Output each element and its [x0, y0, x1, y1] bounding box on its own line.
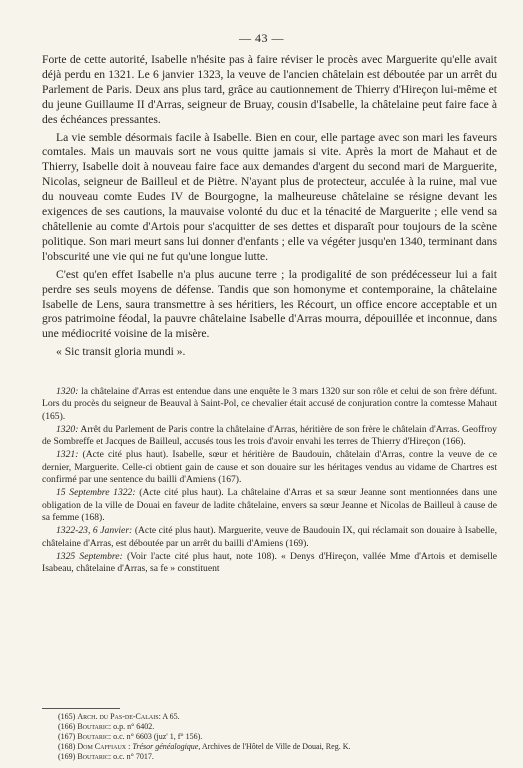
chronology-entry: [42, 487, 497, 524]
footnote-rest: : o.c. n° 7017.: [108, 752, 154, 762]
chronology-entry: [42, 386, 497, 423]
chronology-entry: [42, 424, 497, 449]
paragraph: Forte de cette autorité, Isabelle n'hésite pas à faire réviser le procès avec Marguerite qu'elle avait déjà perdu en 1321. Le 6 janvier 1323, la veuve de l'ancien châtelain est déboutée par un arrêt du Parlement de Paris. Deux ans plus tard, grâce au cautionnement de Thierry d'Hireçon lui-même et du jeune Guillaume II d'Arras, seigneur de Bruay, cousin d'Isabelle, la châtelaine peut faire face à des échéances pressantes.: [42, 53, 497, 126]
footnote-number: (167): [58, 732, 76, 742]
footnote-number: (168): [58, 742, 76, 752]
page-number: — 43 —: [239, 31, 284, 45]
entry-date: 1325 Septembre:: [56, 550, 123, 562]
footnote-rest: : o.c. n° 6603 (juz' 1, f° 156).: [108, 732, 203, 742]
footnote-rest: : A 65.: [158, 712, 180, 721]
footnote-author: Boutaric: [77, 752, 109, 762]
entry-text: Arrêt du Parlement de Paris contre la châtelaine d'Arras, héritière de son frère le châtelain d'Arras. Geoffroy de Sombreffe et Jacques de Bailleul, accusés tous les trois d'avoir envahi les terres de Thierry d'Hireçon (166).: [42, 423, 497, 448]
footnote-rest: , Archives de l'Hôtel de Ville de Douai, Reg. K.: [198, 742, 351, 752]
entry-date: 1320:: [56, 386, 79, 397]
entry-date: 1321:: [56, 449, 79, 461]
entry-date: 15 Septembre 1322:: [56, 487, 136, 499]
footnote: [58, 752, 498, 762]
footnote: [58, 732, 498, 742]
footnote: [58, 722, 498, 732]
entry-date: 1320:: [56, 423, 79, 435]
footnote-author: Boutaric: [77, 722, 109, 732]
footnote-number: (165): [58, 712, 76, 721]
footnote: (168) Dom Caffiaux : Trésor généalogique, Archives de l'Hôtel de Ville de Douai, Reg. K.: [58, 742, 351, 752]
chronology-notes: [42, 386, 497, 576]
entry-text: (Voir l'acte cité plus haut, note 108). « Denys d'Hireçon, vallée Mme d'Artois et demiselle Isabeau, châtelaine d'Arras, sa fe » constituent: [42, 550, 497, 575]
paragraph: La vie semble désormais facile à Isabelle. Bien en cour, elle partage avec son mari les faveurs comtales. Mais un mauvais sort ne vous quitte jamais si vite. Après la mort de Mahaut et de Thierry, Isabelle doit à nouveau faire face aux demandes d'argent du second mari de Marguerite, Nicolas, seigneur de Bailleul et de Piètre. N'ayant plus de protecteur, acculée à la ruine, mal vue du nouveau comte Eudes IV de Bourgogne, la malheureuse châtelaine se résigne devant les exigences de ses cautions, la mauvaise volonté du duc et la ténacité de Marguerite ; elle vend sa châtellenie au comte d'Artois pour s'acquitter de ses dettes et disparaît pour toujours de la scène politique. Son mari meurt sans lui donner d'enfants ; elle va végéter jusqu'en 1340, terminant dans l'obscurité une vie qui ne fut qu'une longue lutte.: [42, 130, 497, 263]
footnotes: [58, 712, 498, 762]
footnote-author: Boutaric: [77, 732, 109, 742]
footnote: [58, 712, 498, 722]
entry-text: la châtelaine d'Arras est entendue dans une enquête le 3 mars 1320 sur son rôle et celui de son frère défunt. Lors du procès du seigneur de Beauval à Saint-Pol, ce chevalier était accusé de conjuration contre la comtesse Mahaut (165).: [42, 386, 497, 422]
paragraph: « Sic transit gloria mundi ».: [56, 345, 186, 359]
entry-text: (Acte cité plus haut). La châtelaine d'Arras et sa sœur Jeanne sont mentionnées dans une obligation de la ville de Douai en faveur de ladite châtelaine, envers sa sœur Jeanne et Nicolas de Bailleul à cause de sa femme (168).: [42, 487, 497, 523]
footnote-author: Dom Caffiaux: [77, 742, 127, 752]
footnote-author: Arch. du Pas-de-Calais: [77, 712, 159, 721]
chronology-entry: [42, 525, 497, 550]
footnote-rule: [42, 708, 120, 709]
footnote-work: Trésor généalogique: [132, 742, 199, 752]
entry-text: (Acte cité plus haut). Isabelle, sœur et héritière de Baudouin, châtelain d'Arras, contre la veuve de ce dernier, Marguerite. Celle-ci obtient gain de cause et son douaire sur les héritages vendus au vidame de Chartres est confirmé par une sentence du bailli d'Amiens (167).: [42, 449, 497, 486]
entry-text: (Acte cité plus haut). Marguerite, veuve de Baudouin IX, qui réclamait son douaire à Isabelle, châtelaine d'Arras, est déboutée par un arrêt du bailli d'Amiens (169).: [42, 525, 497, 549]
footnote-rest: : o.p. n° 6402.: [108, 722, 155, 732]
footnote-number: (166): [58, 722, 76, 732]
chronology-entry: [42, 449, 497, 486]
paragraph: C'est qu'en effet Isabelle n'a plus aucune terre ; la prodigalité de son prédécesseur lui a fait perdre ses seuls moyens de défense. Tandis que son homonyme et contemporaine, la châtelaine Isabelle de Lens, saura transmettre à ses héritiers, les Récourt, un office encore acceptable et un gros patrimoine féodal, la pauvre châtelaine Isabelle d'Arras mourra, dépouillée et inconnue, dans une médiocrité voisine de la misère.: [42, 267, 497, 341]
chronology-entry: [42, 551, 497, 576]
entry-date: 1322-23, 6 Janvier:: [56, 525, 133, 537]
footnote-number: (169): [58, 752, 76, 762]
body-text: [42, 53, 497, 363]
